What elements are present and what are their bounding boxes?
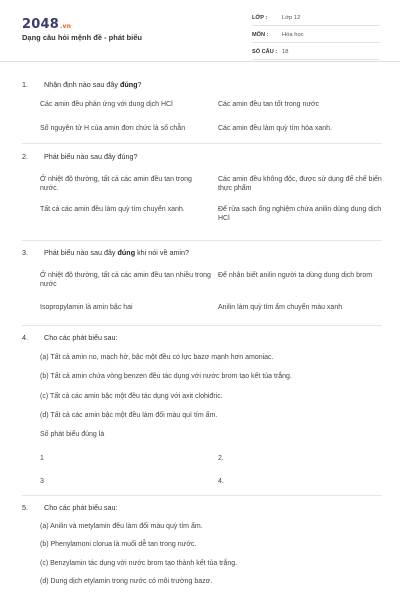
answer-option-c[interactable]: Tất cả các amin đều làm quỳ tím chuyển xanh. — [40, 205, 185, 213]
answer-option-c[interactable]: 3 — [40, 478, 44, 486]
answer-option-c[interactable]: Isopropylamin là amin bậc hai — [40, 303, 133, 311]
answer-option-b[interactable]: 2. — [218, 454, 224, 462]
site-logo[interactable] — [22, 16, 71, 34]
question-number: 2. — [22, 152, 28, 161]
question-1 — [22, 80, 384, 134]
logo-main: 2048 — [22, 17, 59, 32]
question-number: 5. — [22, 503, 28, 512]
answer-option-b[interactable]: Để nhận biết anilin người ta dùng dung dịch brom — [218, 271, 373, 279]
question-divider — [22, 240, 382, 241]
question-text — [44, 248, 189, 258]
answer-options — [40, 271, 384, 312]
question-text-post: khi nói về amin? — [135, 248, 190, 257]
answer-option-a[interactable]: Ở nhiệt độ thường, tất cả các amin đều tan nhiều trong nước — [40, 271, 211, 289]
question-2 — [22, 152, 384, 223]
question-divider — [22, 495, 382, 496]
question-5 — [22, 503, 384, 586]
document-header — [0, 0, 400, 62]
statement-b: (b) Phenylamoni clorua là muối dễ tan trong nước. — [40, 541, 197, 549]
statement-c: (c) Benzylamin tác dụng với nước brom tạo thành kết tủa trắng. — [40, 559, 238, 567]
answer-option-d[interactable]: 4. — [218, 478, 224, 486]
meta-label: SỐ CÂU : — [252, 48, 278, 55]
meta-value: 18 — [282, 48, 289, 55]
answer-option-c[interactable]: Số nguyên tử H của amin đơn chức là số chẵn — [40, 125, 186, 133]
answer-option-d[interactable]: Để rửa sạch ống nghiệm chứa anilin dùng dung dịch HCl — [218, 205, 382, 223]
meta-subject — [252, 29, 380, 43]
meta-value: Hóa học — [282, 31, 304, 38]
question-header — [22, 80, 384, 90]
answer-option-a[interactable]: 1 — [40, 454, 44, 462]
question-header — [22, 248, 384, 258]
question-text-pre: Phát biểu nào sau đây — [44, 248, 118, 257]
question-number: 3. — [22, 248, 28, 257]
meta-label: MÔN : — [252, 31, 269, 38]
answer-option-d[interactable]: Anilin làm quỳ tím ẩm chuyển màu xanh — [218, 303, 343, 311]
question-header — [22, 503, 384, 513]
meta-label: LỚP : — [252, 14, 268, 21]
question-text-emphasis: đúng — [119, 80, 138, 89]
question-divider — [22, 143, 382, 144]
answer-option-b[interactable]: Các amin đều tan tốt trong nước — [218, 100, 320, 108]
question-text: Cho các phát biểu sau: — [44, 333, 118, 342]
statement-d: (d) Tất cả các amin bậc một đều làm đổi màu quì tím ẩm. — [40, 412, 218, 420]
statement-c: (c) Tất cả các amin bậc một đều tác dụng với axit clohiđric. — [40, 392, 223, 400]
question-4 — [22, 333, 384, 487]
answer-options — [40, 175, 384, 224]
meta-question-count — [252, 46, 380, 60]
question-3 — [22, 248, 384, 312]
statement-b: (b) Tất cả amin chứa vòng benzen đều tác dụng với nước brom tạo kết tủa trắng. — [40, 373, 292, 381]
question-divider — [22, 325, 382, 326]
answer-option-a[interactable]: Các amin đều phản ứng với dung dịch HCl — [40, 100, 173, 108]
answer-option-a[interactable]: Ở nhiệt độ thường, tất cả các amin đều tan trong nước. — [40, 175, 192, 193]
question-text — [44, 80, 142, 90]
answer-option-d[interactable]: Các amin đều làm quỳ tím hóa xanh. — [218, 125, 333, 133]
question-prompt: Số phát biểu đúng là — [40, 431, 105, 439]
question-text: Phát biểu nào sau đây đúng? — [44, 152, 138, 161]
question-number: 4. — [22, 333, 28, 342]
document-title: Dạng câu hỏi mệnh đề - phát biểu — [22, 33, 143, 42]
statement-a: (a) Anilin và metylamin đều làm đổi màu quỳ tím ẩm. — [40, 522, 203, 530]
question-text-emphasis: đúng — [117, 248, 136, 257]
document-meta — [252, 12, 380, 63]
answer-options — [40, 100, 384, 134]
logo-suffix: .vn — [59, 23, 72, 30]
answer-option-b[interactable]: Các amin đều không độc, được sử dụng để chế biến thực phẩm — [218, 175, 382, 193]
question-number: 1. — [22, 80, 28, 89]
question-text-pre: Nhận định nào sau đây — [44, 80, 120, 89]
question-text: Cho các phát biểu sau: — [44, 503, 118, 512]
statement-a: (a) Tất cả amin no, mạch hở, bậc một đều có lực bazơ mạnh hơn amoniac. — [40, 353, 274, 361]
meta-class — [252, 12, 380, 26]
question-header — [22, 152, 384, 162]
answer-options — [40, 454, 384, 487]
question-header — [22, 333, 384, 343]
statement-d: (d) Dung dịch etylamin trong nước có môi trường bazơ. — [40, 578, 213, 586]
question-text-post: ? — [137, 80, 142, 89]
meta-value: Lớp 12 — [282, 14, 301, 21]
